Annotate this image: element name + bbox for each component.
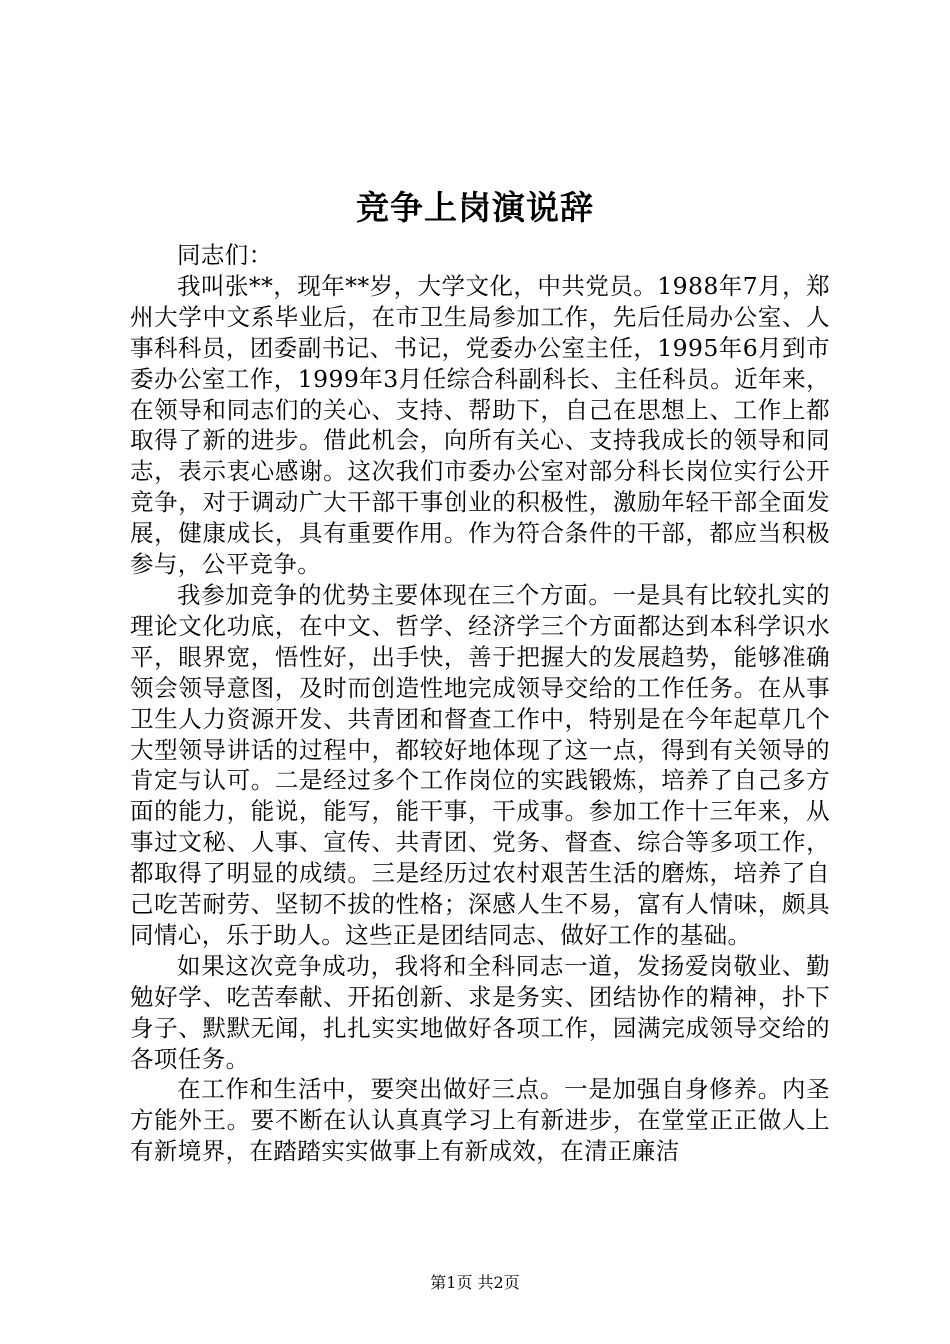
body-paragraph: 我叫张**，现年**岁，大学文化，中共党员。1988年7月，郑州大学中文系毕业后，在市卫生局参加工作，先后任局办公室、人事科科员，团委副书记、书记，党委办公室主任，1995年6月到市委办公室工作，1999年3月任综合科副科长、主任科员。近年来，在领导和同志们的关心、支持、帮助下，自己在思想上、工作上都取得了新的进步。借此机会，向所有关心、支持我成长的领导和同志，表示衷心感谢。这次我们市委办公室对部分科长岗位实行公开竞争，对于调动广大干部干事创业的积极性，激励年轻干部全面发展，健康成长，具有重要作用。作为符合条件的干部，都应当积极参与，公平竞争。 bbox=[130, 271, 830, 579]
document-title: 竞争上岗演说辞 bbox=[356, 188, 594, 227]
body-paragraph: 在工作和生活中，要突出做好三点。一是加强自身修养。内圣方能外王。要不断在认认真真学习上有新进步，在堂堂正正做人上有新境界，在踏踏实实做事上有新成效，在清正廉洁 bbox=[130, 1075, 830, 1166]
page-number-footer: 第1页 共2页 bbox=[430, 1273, 520, 1292]
salutation-paragraph: 同志们： bbox=[177, 241, 273, 269]
body-paragraph: 如果这次竞争成功，我将和全科同志一道，发扬爱岗敬业、勤勉好学、吃苦奉献、开拓创新、求是务实、团结协作的精神，扑下身子、默默无闻，扎扎实实地做好各项工作，园满完成领导交给的各项任务。 bbox=[130, 951, 830, 1073]
body-paragraph: 我参加竞争的优势主要体现在三个方面。一是具有比较扎实的理论文化功底，在中文、哲学、经济学三个方面都达到本科学识水平，眼界宽，悟性好，出手快，善于把握大的发展趋势，能够准确领会领导意图，及时而创造性地完成领导交给的工作任务。在从事卫生人力资源开发、共青团和督查工作中，特别是在今年起草几个大型领导讲话的过程中，都较好地体现了这一点，得到有关领导的肯定与认可。二是经过多个工作岗位的实践锻炼，培养了自己多方面的能力，能说，能写，能干事，干成事。参加工作十三年来，从事过文秘、人事、宣传、共青团、党务、督查、综合等多项工作，都取得了明显的成绩。三是经历过农村艰苦生活的磨炼，培养了自己吃苦耐劳、坚韧不拔的性格；深感人生不易，富有人情味，颇具同情心，乐于助人。这些正是团结同志、做好工作的基础。 bbox=[130, 580, 830, 949]
document-body bbox=[130, 240, 830, 1167]
